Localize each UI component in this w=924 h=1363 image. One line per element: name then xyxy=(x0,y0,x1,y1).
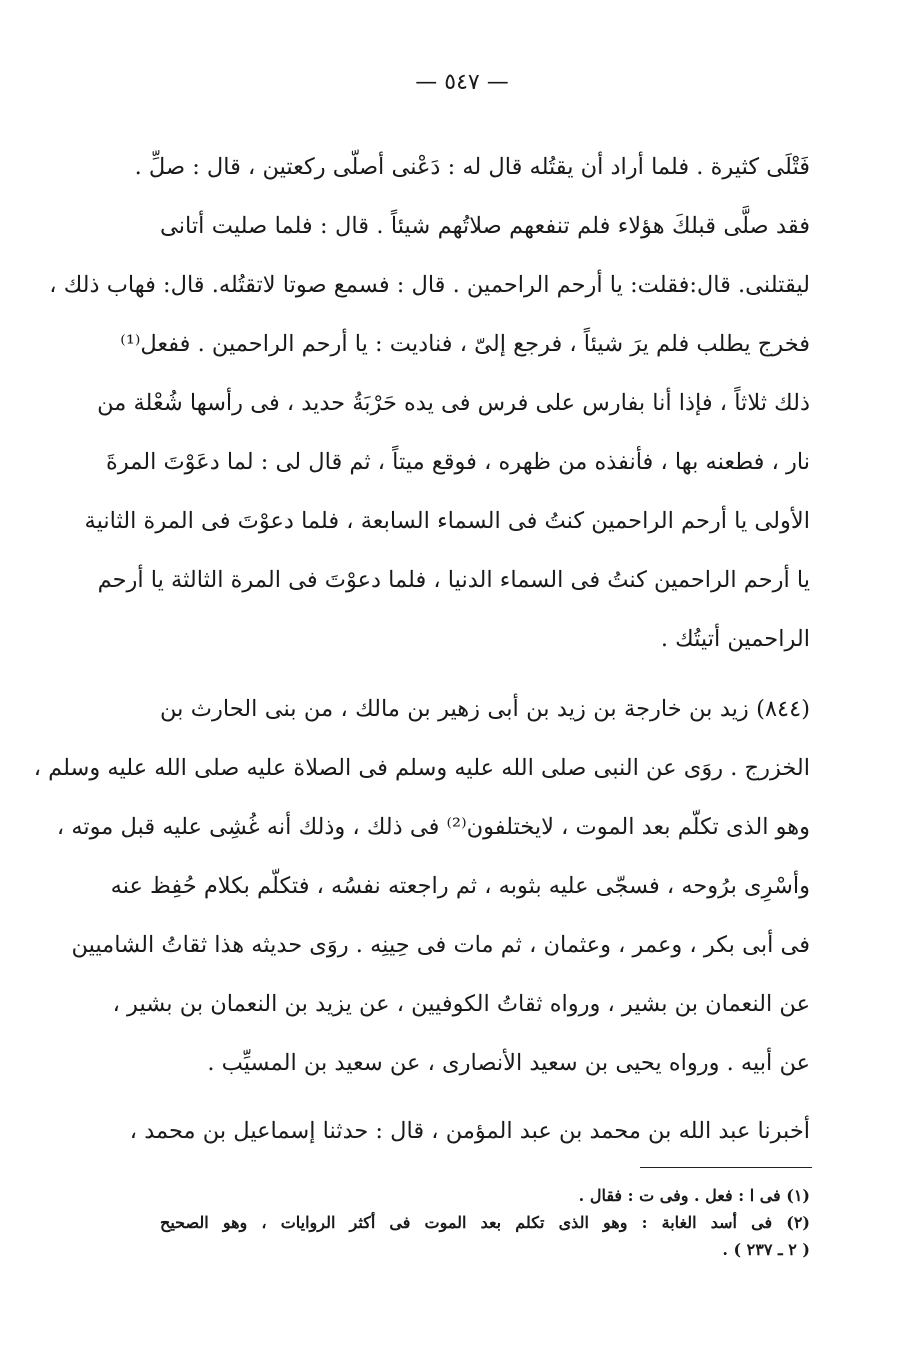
text-line: الخزرج . روَى عن النبى صلى الله عليه وسلم فى الصلاة عليه صلى الله عليه وسلم ، xyxy=(33,755,810,781)
text-line: أخبرنا عبد الله بن محمد بن عبد المؤمن ، قال : حدثنا إسماعيل بن محمد ، xyxy=(129,1118,810,1144)
footnote-2-continued: ( ٢ ـ ٢٣٧ ) . xyxy=(722,1240,810,1259)
text-line: ليقتلنى. قال:فقلت: يا أرحم الراحمين . قال : فسمع صوتا لاتقتُله. قال: فهاب ذلك ، xyxy=(49,272,810,298)
text-line: ذلك ثلاثاً ، فإذا أنا بفارس على فرس فى يده حَرْبَةُ حديد ، فى رأسها شُعْلة من xyxy=(97,390,810,416)
footnotes xyxy=(160,1182,810,1263)
text-line: عن أبيه . ورواه يحيى بن سعيد الأنصارى ، عن سعيد بن المسيِّب . xyxy=(207,1050,810,1076)
footnote-divider xyxy=(640,1167,812,1168)
text-line: نار ، فطعنه بها ، فأنفذه من ظهره ، فوقع ميتاً ، ثم قال لى : لما دعَوْتَ المرةَ xyxy=(106,449,810,475)
paragraph-entry-844 xyxy=(33,680,810,1093)
footnote-2: (٢) فى أسد الغابة : وهو الذى تكلم بعد الموت فى أكثر الروايات ، وهو الصحيح xyxy=(160,1213,810,1232)
text-line: فَتْلَى كثيرة . فلما أراد أن يقتُله قال له : دَعْنى أصلّى ركعتين ، قال : صلِّ . xyxy=(134,154,810,180)
paragraph-isnad xyxy=(129,1102,810,1161)
page-number: — ٥٤٧ — xyxy=(415,70,509,95)
text-line: الراحمين أتيتُك . xyxy=(660,626,810,652)
text-line: وأسْرِى برُوحه ، فسجّى عليه بثوبه ، ثم راجعته نفسُه ، فتكلّم بكلام حُفِظ عنه xyxy=(110,873,810,899)
text-line: يا أرحم الراحمين كنتُ فى السماء الدنيا ، فلما دعوْتَ فى المرة الثالثة يا أرحم xyxy=(97,567,810,593)
text-line: وهو الذى تكلّم بعد الموت ، لايختلفون⁽²⁾ فى ذلك ، وذلك أنه غُشِى عليه قبل موته ، xyxy=(56,814,810,840)
text-line: (٨٤٤) زيد بن خارجة بن زيد بن أبى زهير بن مالك ، من بنى الحارث بن xyxy=(160,696,810,722)
text-line: الأولى يا أرحم الراحمين كنتُ فى السماء السابعة ، فلما دعوْتَ فى المرة الثانية xyxy=(84,508,810,534)
text-line: فقد صلَّى قبلكَ هؤلاء فلم تنفعهم صلاتُهم شيئاً . قال : فلما صليت أتانى xyxy=(160,213,810,239)
text-line: عن النعمان بن بشير ، ورواه ثقاتُ الكوفيين ، عن يزيد بن النعمان بن بشير ، xyxy=(112,991,810,1017)
text-line: فى أبى بكر ، وعمر ، وعثمان ، ثم مات فى حِينِه . روَى حديثه هذا ثقاتُ الشاميين xyxy=(71,932,810,958)
paragraph-story xyxy=(49,138,810,669)
text-line: فخرج يطلب فلم يرَ شيئاً ، فرجع إلىّ ، فناديت : يا أرحم الراحمين . ففعل⁽¹⁾ xyxy=(120,331,810,357)
footnote-1: (١) فى ا : فعل . وفى ت : فقال . xyxy=(578,1186,810,1205)
